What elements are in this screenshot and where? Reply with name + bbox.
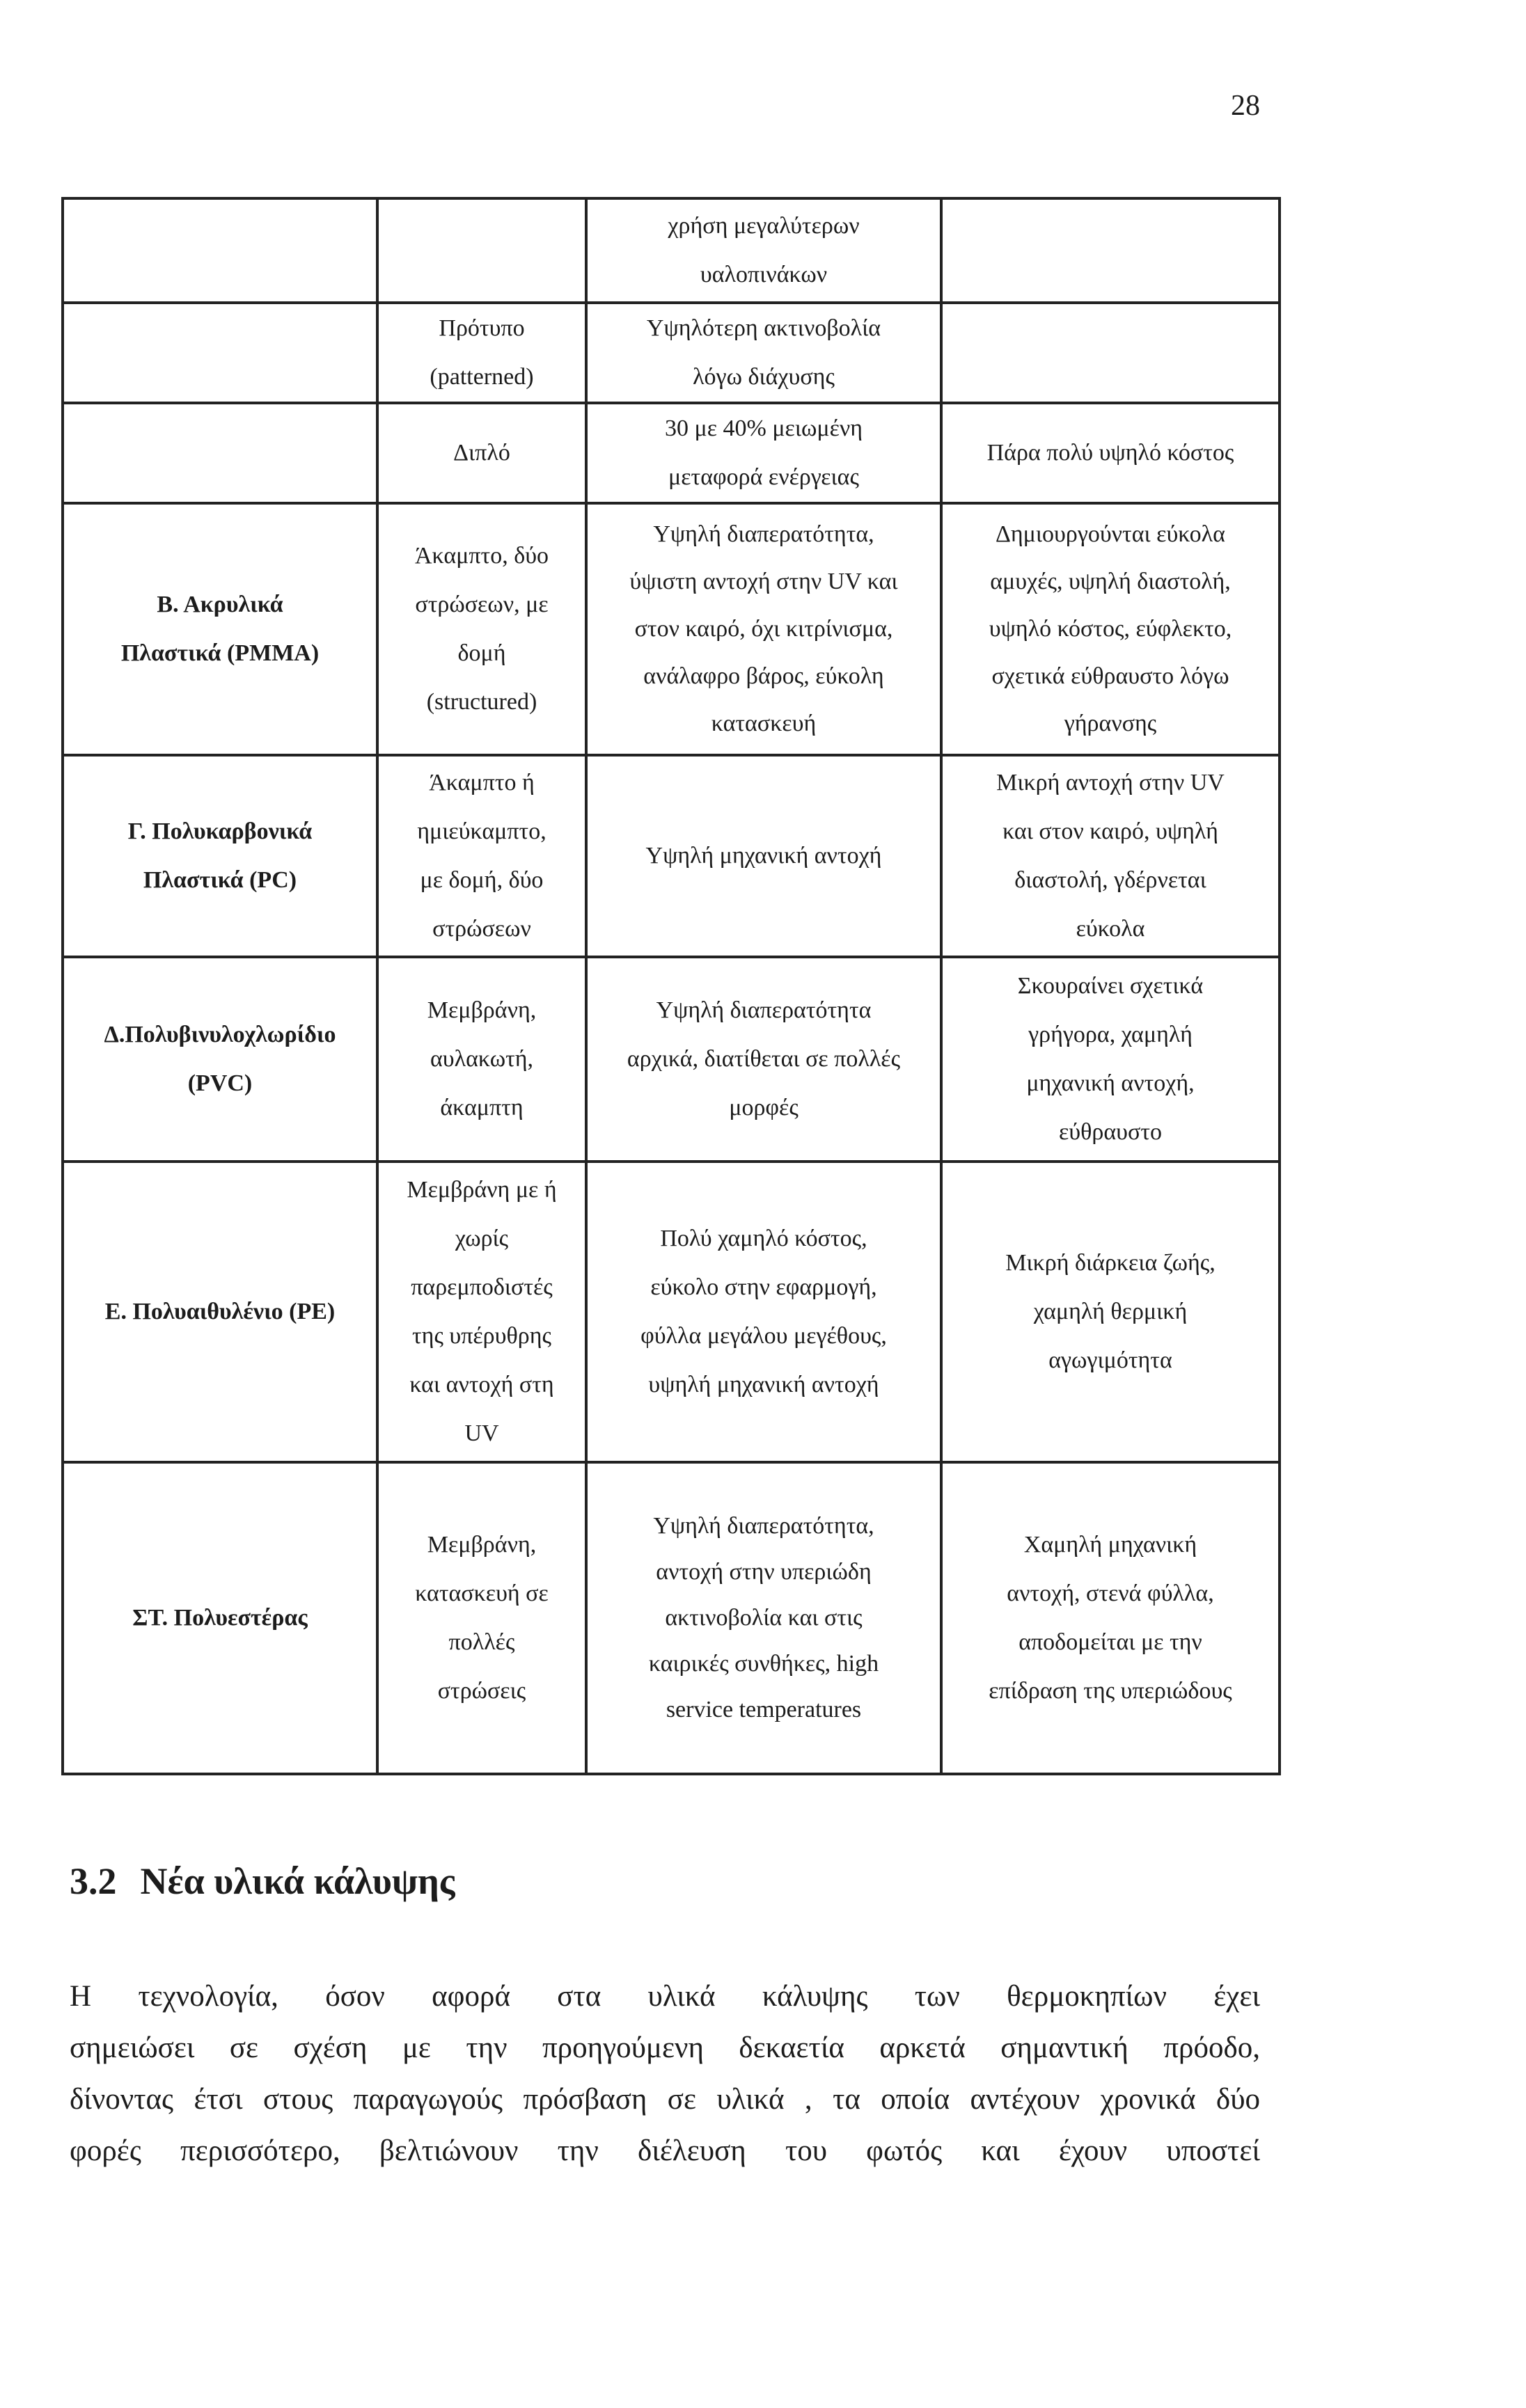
section-title: Νέα υλικά κάλυψης — [140, 1860, 455, 1902]
category-cell — [63, 403, 377, 503]
disadvantages-cell: Μικρή διάρκεια ζωής, χαμηλή θερμική αγωγιμότητα — [941, 1162, 1280, 1462]
structure-cell: Μεμβράνη, αυλακωτή, άκαμπτη — [377, 957, 586, 1162]
structure-cell: Μεμβράνη με ή χωρίς παρεμποδιστές της υπέρυθρης και αντοχή στη UV — [377, 1162, 586, 1462]
body-paragraph: Η τεχνολογία, όσον αφορά στα υλικά κάλυψης των θερμοκηπίων έχει σημειώσει σε σχέση με την προηγούμενη δεκαετία αρκετά σημαντική πρόοδο, δίνοντας έτσι στους παραγωγούς πρόσβαση σε υλικά , τα οποία αντέχουν χρονικά δύο φορές περισσότερο, βελτιώνουν την διέλευση του φωτός και έχουν υποστεί — [70, 1980, 1260, 2167]
disadvantages-cell: Χαμηλή μηχανική αντοχή, στενά φύλλα, αποδομείται με την επίδραση της υπεριώδους — [941, 1462, 1280, 1774]
table-row — [63, 303, 1280, 403]
structure-cell: Άκαμπτο ή ημιεύκαμπτο, με δομή, δύο στρώσεων — [377, 755, 586, 957]
materials-table — [61, 197, 1281, 1775]
category-cell — [63, 303, 377, 403]
structure-cell: Μεμβράνη, κατασκευή σε πολλές στρώσεις — [377, 1462, 586, 1774]
table-row — [63, 957, 1280, 1162]
table-row — [63, 1162, 1280, 1462]
page-number: 28 — [1231, 90, 1260, 122]
disadvantages-cell: Σκουραίνει σχετικά γρήγορα, χαμηλή μηχανική αντοχή, εύθραυστο — [941, 957, 1280, 1162]
structure-cell — [377, 198, 586, 303]
category-cell: Δ.Πολυβινυλοχλωρίδιο (PVC) — [63, 957, 377, 1162]
table-row — [63, 198, 1280, 303]
advantages-cell: χρήση μεγαλύτερων υαλοπινάκων — [586, 198, 941, 303]
disadvantages-cell: Μικρή αντοχή στην UV και στον καιρό, υψηλή διαστολή, γδέρνεται εύκολα — [941, 755, 1280, 957]
disadvantages-cell — [941, 303, 1280, 403]
disadvantages-cell: Δημιουργούνται εύκολα αμυχές, υψηλή διαστολή, υψηλό κόστος, εύφλεκτο, σχετικά εύθραυστο λόγω γήρανσης — [941, 503, 1280, 755]
table-row — [63, 1462, 1280, 1774]
category-cell — [63, 198, 377, 303]
advantages-cell: Υψηλή μηχανική αντοχή — [586, 755, 941, 957]
structure-cell: Άκαμπτο, δύο στρώσεων, με δομή (structured) — [377, 503, 586, 755]
structure-cell: Διπλό — [377, 403, 586, 503]
table-row — [63, 503, 1280, 755]
structure-cell: Πρότυπο (patterned) — [377, 303, 586, 403]
category-cell: Β. Ακρυλικά Πλαστικά (PMMA) — [63, 503, 377, 755]
section-heading — [70, 1860, 455, 1903]
disadvantages-cell: Πάρα πολύ υψηλό κόστος — [941, 403, 1280, 503]
advantages-cell: Υψηλή διαπερατότητα, αντοχή στην υπεριώδη ακτινοβολία και στις καιρικές συνθήκες, high service temperatures — [586, 1462, 941, 1774]
category-cell: Γ. Πολυκαρβονικά Πλαστικά (PC) — [63, 755, 377, 957]
table-row — [63, 755, 1280, 957]
section-number: 3.2 — [70, 1860, 117, 1902]
advantages-cell: Υψηλότερη ακτινοβολία λόγω διάχυσης — [586, 303, 941, 403]
advantages-cell: Υψηλή διαπερατότητα, ύψιστη αντοχή στην UV και στον καιρό, όχι κιτρίνισμα, ανάλαφρο βάρος, εύκολη κατασκευή — [586, 503, 941, 755]
advantages-cell: 30 με 40% μειωμένη μεταφορά ενέργειας — [586, 403, 941, 503]
table-row — [63, 403, 1280, 503]
disadvantages-cell — [941, 198, 1280, 303]
advantages-cell: Υψηλή διαπερατότητα αρχικά, διατίθεται σε πολλές μορφές — [586, 957, 941, 1162]
advantages-cell: Πολύ χαμηλό κόστος, εύκολο στην εφαρμογή, φύλλα μεγάλου μεγέθους, υψηλή μηχανική αντοχή — [586, 1162, 941, 1462]
category-cell: Ε. Πολυαιθυλένιο (PE) — [63, 1162, 377, 1462]
category-cell: ΣΤ. Πολυεστέρας — [63, 1462, 377, 1774]
